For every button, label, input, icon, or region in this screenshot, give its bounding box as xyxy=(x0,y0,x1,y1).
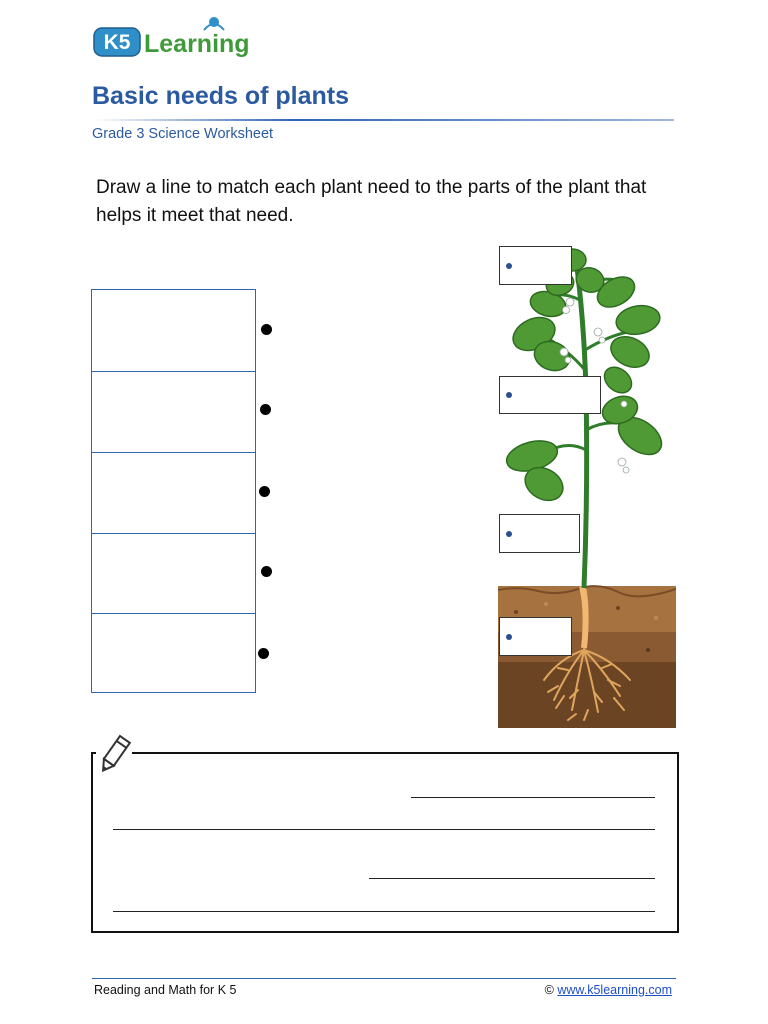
label-dot xyxy=(506,531,512,537)
copyright-symbol: © xyxy=(544,983,554,997)
match-dot-2[interactable] xyxy=(260,404,271,415)
plant-label-roots[interactable] xyxy=(499,617,572,656)
need-box-3[interactable] xyxy=(92,452,255,533)
need-box-1[interactable] xyxy=(92,290,255,371)
footer-tagline: Reading and Math for K 5 xyxy=(94,983,237,997)
logo-badge-text: K5 xyxy=(103,31,131,54)
pencil-icon xyxy=(96,734,132,776)
k5-learning-logo xyxy=(92,16,260,60)
soil-deep xyxy=(498,662,676,728)
label-dot xyxy=(506,392,512,398)
plant-label-stem[interactable] xyxy=(499,514,580,553)
answer-line-2[interactable] xyxy=(113,829,655,830)
label-dot xyxy=(506,634,512,640)
instructions-text: Draw a line to match each plant need to the parts of the plant that helps it meet that need. xyxy=(96,177,647,226)
match-dot-1[interactable] xyxy=(261,324,272,335)
label-dot xyxy=(506,263,512,269)
plant-needs-column xyxy=(91,289,256,693)
need-box-2[interactable] xyxy=(92,371,255,452)
answer-line-1[interactable] xyxy=(411,797,655,798)
footer-copyright xyxy=(545,983,672,997)
title-divider xyxy=(92,119,674,121)
answer-box xyxy=(91,752,679,933)
footer-divider xyxy=(92,978,676,979)
worksheet-subtitle: Grade 3 Science Worksheet xyxy=(92,126,274,142)
match-dot-5[interactable] xyxy=(258,648,269,659)
logo-word-text: Learning xyxy=(144,30,250,58)
footer-website-link[interactable]: www.k5learning.com xyxy=(557,983,672,997)
plant-label-leaves[interactable] xyxy=(499,376,601,414)
answer-line-3[interactable] xyxy=(369,878,655,879)
answer-line-4[interactable] xyxy=(113,911,655,912)
match-dot-4[interactable] xyxy=(261,566,272,577)
plant-label-top[interactable] xyxy=(499,246,572,285)
worksheet-title: Basic needs of plants xyxy=(92,82,350,110)
match-dot-3[interactable] xyxy=(259,486,270,497)
need-box-5[interactable] xyxy=(92,613,255,693)
need-box-4[interactable] xyxy=(92,533,255,613)
